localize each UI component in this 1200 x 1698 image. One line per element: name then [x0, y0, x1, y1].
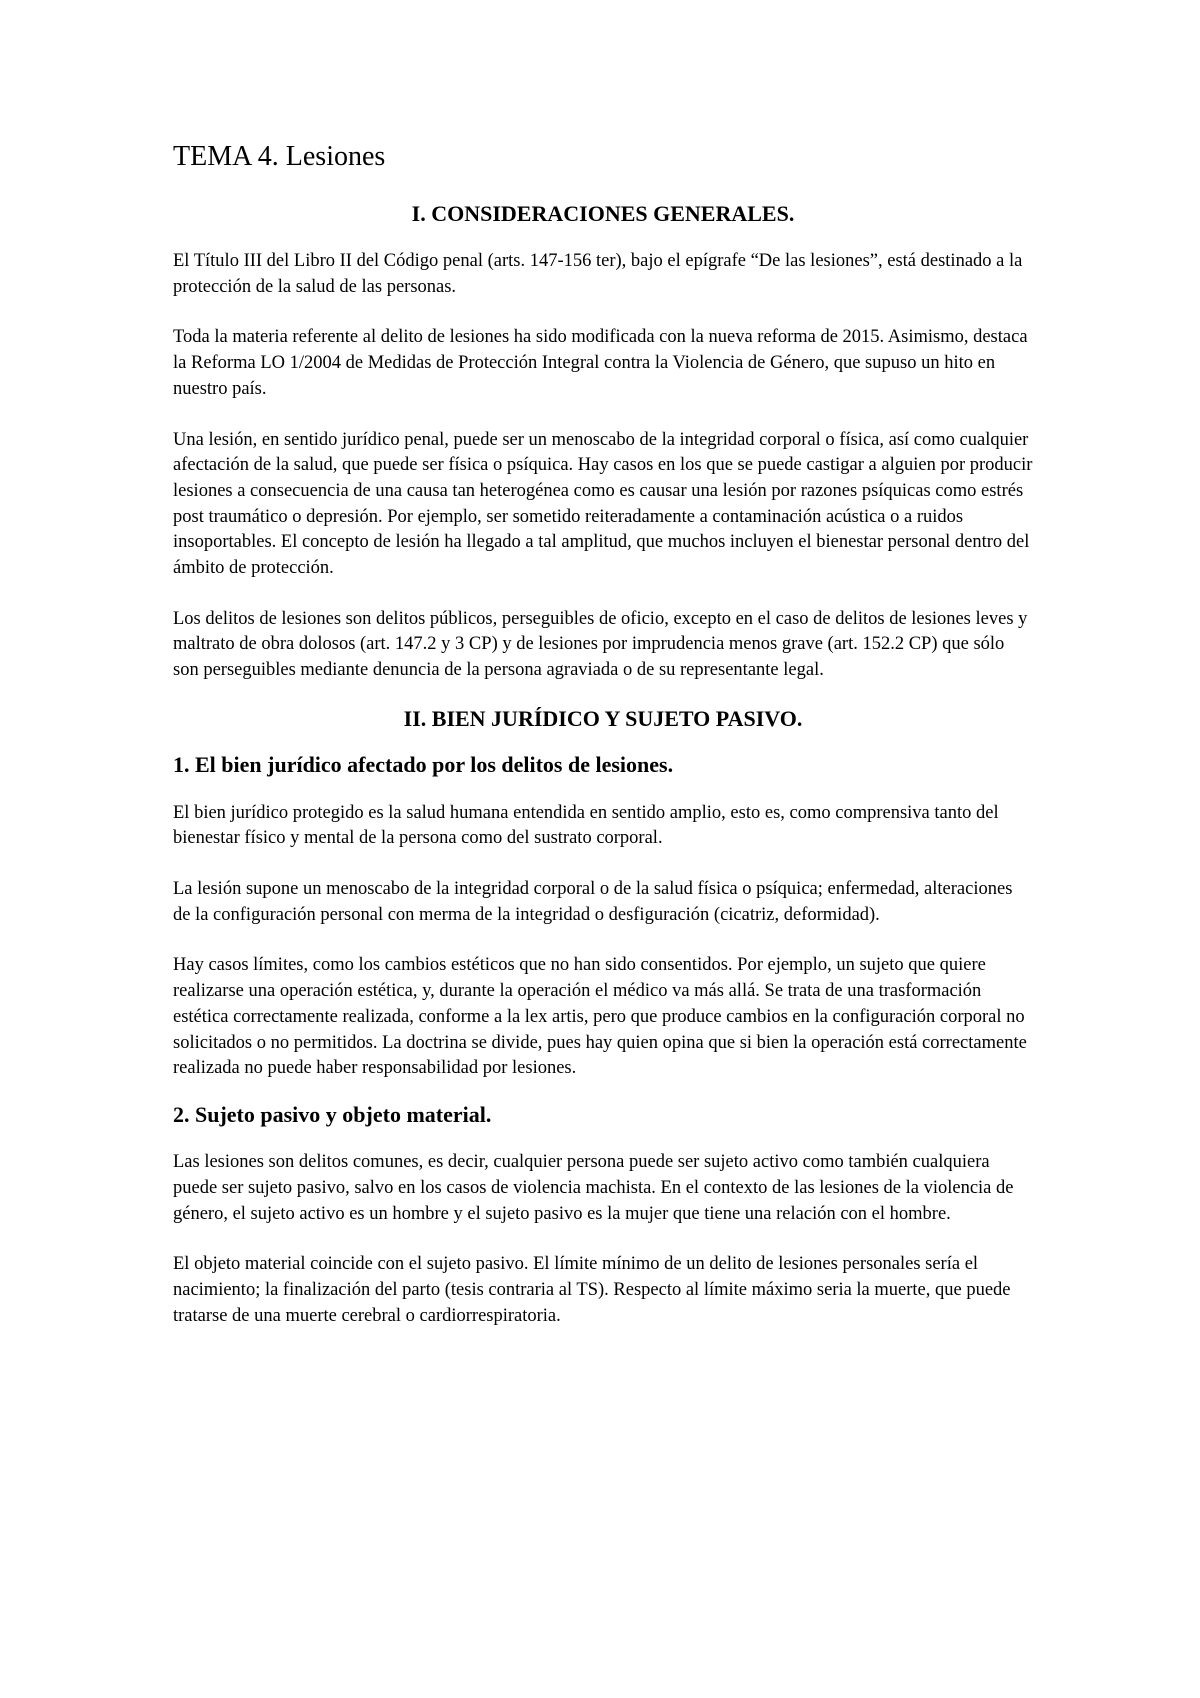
paragraph: Los delitos de lesiones son delitos públicos, perseguibles de oficio, excepto en el caso de delitos de lesiones leves y maltrato de obra dolosos (art. 147.2 y 3 CP) y de lesiones por imprudencia menos grave (art. 152.2 CP) que sólo son perseguibles mediante denuncia de la persona agraviada o de su representante legal. [173, 608, 1028, 681]
paragraph: El Título III del Libro II del Código penal (arts. 147-156 ter), bajo el epígrafe “De las lesiones”, está destinado a la protección de la salud de las personas. [173, 250, 1023, 297]
subsection-body-bien-juridico-afectado [173, 801, 1033, 1082]
paragraph: Toda la materia referente al delito de lesiones ha sido modificada con la nueva reforma de 2015. Asimismo, destaca la Reforma LO 1/2004 de Medidas de Protección Integral contra la Violencia de Género, que supuso un hito en nuestro país. [173, 327, 1028, 399]
paragraph: Una lesión, en sentido jurídico penal, puede ser un menoscabo de la integridad corporal o física, así como cualquier afectación de la salud, que puede ser física o psíquica. Hay casos en los que se puede castigar a alguien por producir lesiones a consecuencia de una causa tan heterogénea como es causar una lesión por razones psíquicas como estrés post traumático o depresión. Por ejemplo, ser sometido reiteradamente a contaminación acústica o a ruidos insoportables. El concepto de lesión ha llegado a tal amplitud, que muchos incluyen el bienestar personal dentro del ámbito de protección. [173, 429, 1033, 579]
section-heading-bien-juridico: II. BIEN JURÍDICO Y SUJETO PASIVO. [403, 705, 803, 731]
subsection-heading-sujeto-pasivo: 2. Sujeto pasivo y objeto material. [173, 1101, 492, 1127]
section-heading-consideraciones: I. CONSIDERACIONES GENERALES. [411, 200, 795, 226]
paragraph: Las lesiones son delitos comunes, es decir, cualquier persona puede ser sujeto activo como también cualquiera puede ser sujeto pasivo, salvo en los casos de violencia machista. En el contexto de las lesiones de la violencia de género, el sujeto activo es un hombre y el sujeto pasivo es la mujer que tiene una relación con el hombre. [173, 1152, 1014, 1224]
paragraph: La lesión supone un menoscabo de la integridad corporal o de la salud física o psíquica; enfermedad, alteraciones de la configuración personal con merma de la integridad o desfiguración (cicatriz, deformidad). [173, 879, 1013, 925]
section-body-consideraciones [173, 249, 1033, 684]
paragraph: El bien jurídico protegido es la salud humana entendida en sentido amplio, esto es, como comprensiva tanto del bienestar físico y mental de la persona como del sustrato corporal. [173, 802, 999, 849]
subsection-body-sujeto-pasivo [173, 1150, 1033, 1329]
document-page [173, 140, 1033, 1330]
document-title: TEMA 4. Lesiones [173, 141, 386, 172]
paragraph: Hay casos límites, como los cambios estéticos que no han sido consentidos. Por ejemplo, un sujeto que quiere realizarse una operación estética, y, durante la operación el médico va más allá. Se trata de una trasformación estética correctamente realizada, conforme a la lex artis, pero que produce cambios en la configuración corporal no solicitados o no permitidos. La doctrina se divide, pues hay quien opina que si bien la operación está correctamente realizada no puede haber responsabilidad por lesiones. [173, 955, 1027, 1079]
subsection-heading-bien-juridico-afectado: 1. El bien jurídico afectado por los delitos de lesiones. [173, 752, 674, 778]
paragraph: El objeto material coincide con el sujeto pasivo. El límite mínimo de un delito de lesiones personales sería el nacimiento; la finalización del parto (tesis contraria al TS). Respecto al límite máximo seria la muerte, que puede tratarse de una muerte cerebral o cardiorrespiratoria. [173, 1254, 1011, 1326]
